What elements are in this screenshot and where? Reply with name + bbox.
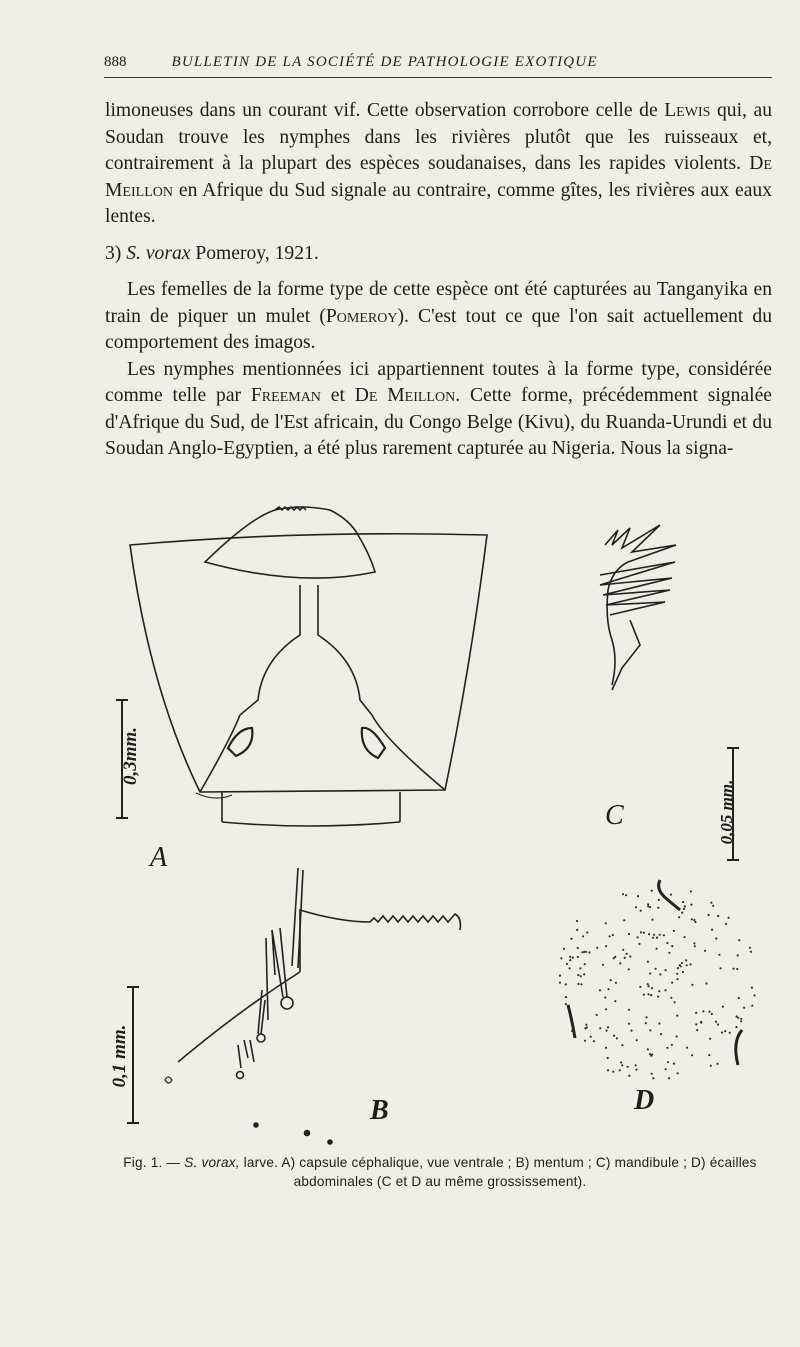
stipple-dot xyxy=(647,905,649,907)
stipple-dot xyxy=(635,1064,637,1066)
stipple-dot xyxy=(576,929,578,931)
stipple-dot xyxy=(656,937,658,939)
stipple-dot xyxy=(693,942,695,944)
stipple-dot xyxy=(704,950,706,952)
stipple-dot xyxy=(658,990,660,992)
stipple-dot xyxy=(668,1077,670,1079)
stipple-dot xyxy=(657,996,659,998)
body-text xyxy=(105,98,772,463)
stipple-dot xyxy=(599,989,601,991)
journal-title: BULLETIN DE LA SOCIÉTÉ DE PATHOLOGIE EXOTIQUE xyxy=(171,54,598,70)
stipple-dot xyxy=(671,1044,673,1046)
stipple-dot xyxy=(651,987,653,989)
stipple-dot xyxy=(686,964,688,966)
stipple-dot xyxy=(588,951,590,953)
stipple-dot xyxy=(581,951,583,953)
stipple-dot xyxy=(647,903,649,905)
stipple-dot xyxy=(651,890,653,892)
stipple-dot xyxy=(717,915,719,917)
stipple-dot xyxy=(640,910,642,912)
stipple-dot xyxy=(570,938,572,940)
stipple-dot xyxy=(613,1035,615,1037)
stipple-dot xyxy=(566,963,568,965)
author-freeman: Freeman xyxy=(250,385,321,406)
stipple-dot xyxy=(650,994,652,996)
stipple-dot xyxy=(605,945,607,947)
label-c: C xyxy=(605,800,624,831)
stipple-dot xyxy=(645,1022,647,1024)
stipple-dot xyxy=(571,1030,573,1032)
stipple-dot xyxy=(621,1044,623,1046)
author-de-meillon-2: De Meillon xyxy=(354,385,456,406)
stipple-dot xyxy=(652,937,654,939)
stipple-dot xyxy=(710,1065,712,1067)
stipple-dot xyxy=(743,1007,745,1009)
stipple-dot xyxy=(637,936,639,938)
stipple-dot xyxy=(664,989,666,991)
stipple-dot xyxy=(658,1022,660,1024)
stipple-dot xyxy=(666,942,668,944)
stipple-dot xyxy=(605,1047,607,1049)
stipple-dot xyxy=(565,983,567,985)
stipple-dot xyxy=(736,968,738,970)
stipple-dot xyxy=(665,1068,667,1070)
stipple-dot xyxy=(559,975,561,977)
stipple-dot xyxy=(607,1057,609,1059)
stipple-dot xyxy=(649,1053,651,1055)
stipple-dot xyxy=(696,1029,698,1031)
stipple-dot xyxy=(740,1020,742,1022)
author-lewis: Lewis xyxy=(664,100,711,121)
stipple-dot xyxy=(708,1011,710,1013)
author-pomeroy: Pomeroy xyxy=(325,305,398,327)
stipple-dot xyxy=(627,1066,629,1068)
stipple-dot xyxy=(569,959,571,961)
stipple-dot xyxy=(586,931,588,933)
stipple-dot xyxy=(689,963,691,965)
stipple-dot xyxy=(737,954,739,956)
stipple-dot xyxy=(612,1071,614,1073)
stipple-dot xyxy=(690,890,692,892)
stipple-dot xyxy=(721,1031,723,1033)
stipple-dot xyxy=(722,1006,724,1008)
stipple-dot xyxy=(671,945,673,947)
stipple-dot xyxy=(616,1037,618,1039)
stipple-dot xyxy=(559,982,561,984)
stipple-dot xyxy=(586,1026,588,1028)
stipple-dot xyxy=(635,1069,637,1071)
stipple-dot xyxy=(681,962,683,964)
stipple-dot xyxy=(649,972,651,974)
stipple-dot xyxy=(619,962,621,964)
stipple-dot xyxy=(652,1077,654,1079)
stipple-dot xyxy=(620,1061,622,1063)
stipple-dot xyxy=(753,994,755,996)
stipple-dot xyxy=(638,943,640,945)
stipple-dot xyxy=(625,894,627,896)
stipple-dot xyxy=(715,937,717,939)
stipple-dot xyxy=(583,973,585,975)
stipple-dot xyxy=(695,1012,697,1014)
stipple-dot xyxy=(711,929,713,931)
stipple-dot xyxy=(605,922,607,924)
stipple-dot xyxy=(609,935,611,937)
stipple-dot xyxy=(580,975,582,977)
stipple-dot xyxy=(643,994,645,996)
stipple-dot xyxy=(639,986,641,988)
stipple-dot xyxy=(751,1005,753,1007)
stipple-dot xyxy=(647,983,649,985)
stipple-dot xyxy=(596,947,598,949)
stipple-dot xyxy=(648,933,650,935)
stipple-dot xyxy=(615,982,617,984)
stipple-dot xyxy=(593,1040,595,1042)
caption-species: S. vorax, xyxy=(184,1155,240,1170)
stipple-dot xyxy=(584,963,586,965)
stipple-dot xyxy=(569,956,571,958)
paragraph-females: Les femelles de la forme type de cette espèce ont été capturées au Tanganyika en train de piquer un mulet (Pomeroy). C'est tout ce que l'on sait actuellement du comportement des imagos. xyxy=(105,279,772,353)
species-heading: 3) S. vorax Pomeroy, 1921. xyxy=(105,242,319,264)
stipple-dot xyxy=(667,1061,669,1063)
stipple-dot xyxy=(630,1030,632,1032)
stipple-dot xyxy=(690,904,692,906)
stipple-dot xyxy=(637,895,639,897)
stipple-dot xyxy=(674,1001,676,1003)
stipple-dot xyxy=(676,978,678,980)
stipple-dot xyxy=(621,1064,623,1066)
stipple-dot xyxy=(718,954,720,956)
stipple-dot xyxy=(610,979,612,981)
stipple-dot xyxy=(673,1063,675,1065)
stipple-dot xyxy=(582,935,584,937)
stipple-dot xyxy=(560,957,562,959)
mandible-drawing xyxy=(600,525,676,690)
stipple-dot xyxy=(711,1013,713,1015)
figure-caption xyxy=(100,1153,780,1191)
stipple-dot xyxy=(635,906,637,908)
stipple-dot xyxy=(677,967,679,969)
stipple-dot xyxy=(643,932,645,934)
stipple-dot xyxy=(682,901,684,903)
stipple-dot xyxy=(670,997,672,999)
stipple-dot xyxy=(736,1015,738,1017)
stipple-dot xyxy=(738,939,740,941)
stipple-dot xyxy=(683,908,685,910)
stipple-dot xyxy=(607,1026,609,1028)
stipple-dot xyxy=(622,893,624,895)
stipple-dot xyxy=(738,997,740,999)
stipple-dot xyxy=(716,1063,718,1065)
stipple-dot xyxy=(691,1054,693,1056)
stipple-dot xyxy=(628,933,630,935)
stipple-dot xyxy=(614,1000,616,1002)
stipple-dot xyxy=(671,982,673,984)
stipple-dot xyxy=(684,905,686,907)
stipple-dot xyxy=(614,956,616,958)
stipple-dot xyxy=(660,1033,662,1035)
stipple-dot xyxy=(749,947,751,949)
head-capsule-drawing xyxy=(130,507,487,826)
stipple-dot xyxy=(585,951,587,953)
stipple-dot xyxy=(693,919,695,921)
stipple-dot xyxy=(676,973,678,975)
stipple-dot xyxy=(712,905,714,907)
stipple-dot xyxy=(619,1069,621,1071)
stipple-dot xyxy=(628,1075,630,1077)
stipple-dot xyxy=(653,934,655,936)
stipple-dot xyxy=(659,934,661,936)
stipple-dot xyxy=(715,1021,717,1023)
caption-text: larve. A) capsule céphalique, vue ventrale ; B) mentum ; C) mandibule ; D) écailles abdominales (C et D au même grossissement). xyxy=(243,1155,757,1189)
paragraph-nymphs: Les nymphes mentionnées ici appartiennent toutes à la forme type, considérée comme telle par Freeman et De Meillon. Cette forme, précédemment signalée d'Afrique du Sud, de l'Est africain, du Congo Belge (Kivu), du Ruanda-Urundi et du Soudan Anglo-Egyptien, a été plus rarement capturée au Nigeria. Nous la signa- xyxy=(105,358,772,459)
scale-label-b: 0,1 mm. xyxy=(109,1024,130,1088)
stipple-dot xyxy=(686,1047,688,1049)
stipple-dot xyxy=(640,931,642,933)
stipple-dot xyxy=(565,996,567,998)
stipple-dot xyxy=(628,968,630,970)
stipple-dot xyxy=(568,967,570,969)
stipple-dot xyxy=(585,1024,587,1026)
stipple-dot xyxy=(604,996,606,998)
stipple-dot xyxy=(732,968,734,970)
label-a: A xyxy=(150,842,168,873)
stipple-dot xyxy=(708,1054,710,1056)
paragraph-continued: limoneuses dans un courant vif. Cette observation corrobore celle de Lewis qui, au Soudan trouve les nymphes dans les rivières plutôt que les ruisseaux et, contrairement à la plupart des espèces soudanaises, dans les rapides violents. De Meillon en Afrique du Sud signale au contraire, comme gîtes, les rivières aux eaux lentes. xyxy=(105,100,772,227)
stipple-dot xyxy=(659,973,661,975)
stipple-dot xyxy=(612,934,614,936)
stipple-dot xyxy=(725,923,727,925)
stipple-dot xyxy=(708,914,710,916)
stipple-dot xyxy=(735,1026,737,1028)
stipple-dot xyxy=(729,1032,731,1034)
stipple-dot xyxy=(607,988,609,990)
caption-fig-number: Fig. 1. — xyxy=(123,1155,181,1170)
stipple-dot xyxy=(751,987,753,989)
stipple-dot xyxy=(682,971,684,973)
stipple-dot xyxy=(677,1072,679,1074)
stipple-dot xyxy=(717,1023,719,1025)
stipple-dot xyxy=(673,930,675,932)
stipple-dot xyxy=(670,894,672,896)
stipple-dot xyxy=(750,951,752,953)
stipple-dot xyxy=(679,964,681,966)
author-de-meillon: De Meillon xyxy=(105,153,772,201)
stipple-dot xyxy=(667,899,669,901)
stipple-dot xyxy=(665,969,667,971)
stipple-dot xyxy=(645,1016,647,1018)
stipple-dot xyxy=(577,956,579,958)
stipple-dot xyxy=(658,899,660,901)
label-b: B xyxy=(370,1095,389,1126)
stipple-dot xyxy=(651,1073,653,1075)
stipple-dot xyxy=(676,1015,678,1017)
stipple-dot xyxy=(622,949,624,951)
stipple-dot xyxy=(694,945,696,947)
stipple-dot xyxy=(740,1018,742,1020)
mentum-drawing xyxy=(165,868,460,1144)
scale-label-c: 0,05 mm. xyxy=(717,779,736,845)
stipple-dot xyxy=(649,906,651,908)
stipple-dot xyxy=(624,957,626,959)
stipple-dot xyxy=(580,983,582,985)
stipple-dot xyxy=(563,948,565,950)
stipple-dot xyxy=(668,952,670,954)
stipple-dot xyxy=(577,947,579,949)
running-header xyxy=(104,54,772,78)
stipple-dot xyxy=(709,1038,711,1040)
stipple-dot xyxy=(676,1035,678,1037)
stipple-dot xyxy=(656,948,658,950)
stipple-dot xyxy=(576,920,578,922)
stipple-dot xyxy=(628,1009,630,1011)
stipple-dot xyxy=(596,1014,598,1016)
stipple-dot xyxy=(605,1008,607,1010)
stipple-dot xyxy=(579,967,581,969)
stipple-dot xyxy=(719,967,721,969)
stipple-dot xyxy=(607,1069,609,1071)
stipple-dot xyxy=(666,1047,668,1049)
stipple-dot xyxy=(584,1040,586,1042)
stipple-dot xyxy=(655,968,657,970)
stipple-dot xyxy=(702,1010,704,1012)
stipple-dot xyxy=(651,919,653,921)
stipple-dot xyxy=(694,921,696,923)
stipple-dot xyxy=(695,1023,697,1025)
stipple-dot xyxy=(626,953,628,955)
figure-1 xyxy=(0,490,800,1150)
stipple-dot xyxy=(606,1030,608,1032)
stipple-dot xyxy=(629,955,631,957)
abdominal-scales-drawing xyxy=(559,880,756,1079)
page-number: 888 xyxy=(104,54,127,70)
stipple-dot xyxy=(647,961,649,963)
stipple-dot xyxy=(700,1021,702,1023)
stipple-dot xyxy=(683,936,685,938)
stipple-dot xyxy=(657,907,659,909)
stipple-dot xyxy=(647,1048,649,1050)
scale-label-a: 0,3mm. xyxy=(120,726,141,786)
stipple-dot xyxy=(623,919,625,921)
stipple-dot xyxy=(602,964,604,966)
stipple-dot xyxy=(728,917,730,919)
stipple-dot xyxy=(577,974,579,976)
stipple-dot xyxy=(710,902,712,904)
label-d: D xyxy=(634,1085,655,1116)
stipple-dot xyxy=(705,982,707,984)
stipple-dot xyxy=(651,1053,653,1055)
stipple-dot xyxy=(663,934,665,936)
stipple-dot xyxy=(648,993,650,995)
stipple-dot xyxy=(678,916,680,918)
stipple-dot xyxy=(636,1039,638,1041)
stipple-dot xyxy=(724,1030,726,1032)
stipple-dot xyxy=(590,1036,592,1038)
stipple-dot xyxy=(681,912,683,914)
species-name: S. vorax xyxy=(126,242,191,264)
stipple-dot xyxy=(649,1029,651,1031)
stipple-dot xyxy=(577,983,579,985)
stipple-dot xyxy=(565,1003,567,1005)
stipple-dot xyxy=(572,957,574,959)
stipple-dot xyxy=(648,985,650,987)
stipple-dot xyxy=(628,1023,630,1025)
stipple-dot xyxy=(691,918,693,920)
stipple-dot xyxy=(691,984,693,986)
stipple-dot xyxy=(685,959,687,961)
stipple-dot xyxy=(599,1027,601,1029)
